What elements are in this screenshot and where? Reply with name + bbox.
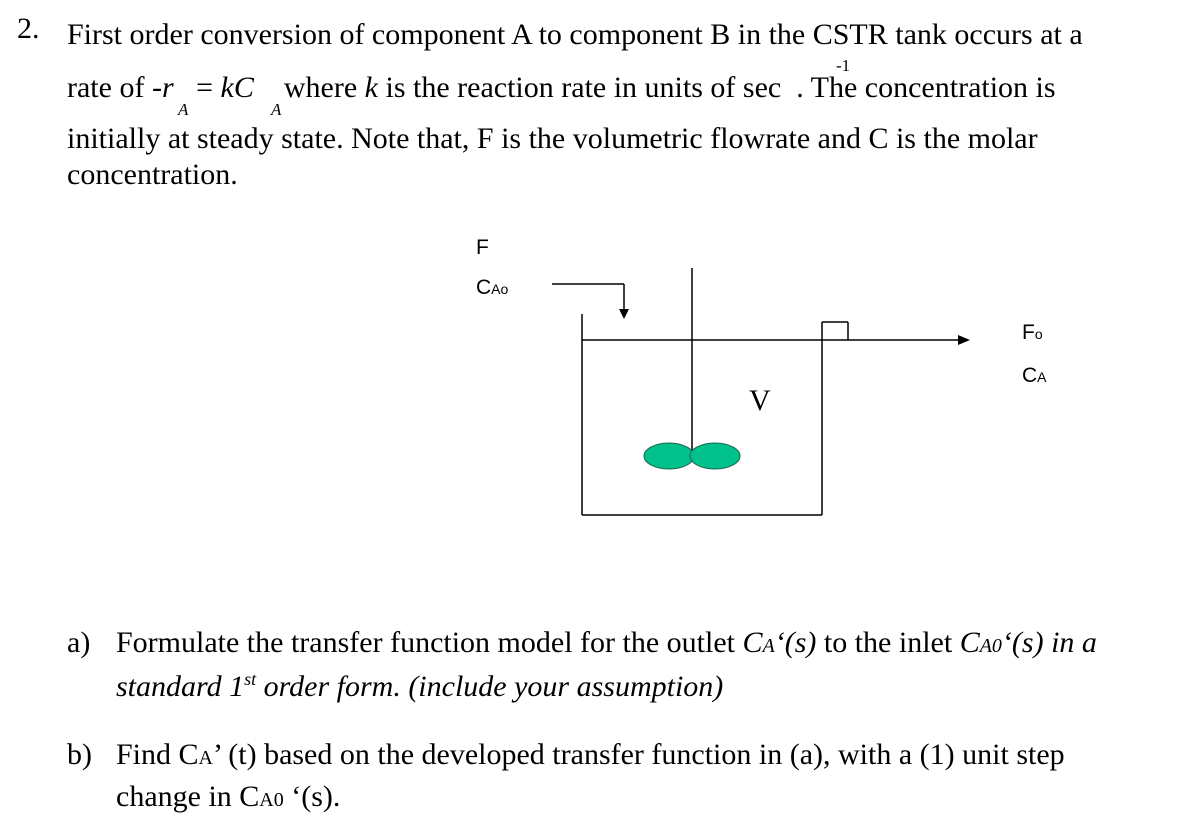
outlet-conc-label: CA (1022, 364, 1047, 387)
part-a-label: a) (67, 626, 91, 659)
part-a-line-2: standard 1st order form. (include your assumption) (116, 669, 724, 703)
inlet-flow-label: F (476, 236, 489, 259)
rate-symbol-r: r (161, 71, 174, 104)
volume-label: V (749, 384, 771, 417)
question-line-1: First order conversion of component A to component B in the CSTR tank occurs at a (67, 18, 1083, 51)
rate-prefix: rate of - (67, 71, 162, 104)
outlet-flow-label: Fo (1022, 321, 1043, 344)
question-line-3: initially at steady state. Note that, F is the volumetric flowrate and C is the molar (67, 122, 1038, 155)
impeller-blade-left (644, 443, 694, 469)
impeller-blade-right (690, 443, 740, 469)
subscript-A-kC: A (271, 100, 282, 119)
rate-units-text: is the reaction rate in units of sec (385, 71, 782, 104)
part-a-line-1: Formulate the transfer function model for the outlet CA‘(s) to the inlet CA0‘(s) in a (116, 626, 1097, 659)
inlet-arrowhead (619, 309, 629, 319)
outlet-arrowhead (958, 335, 970, 345)
subscript-A-r: A (178, 100, 189, 119)
question-line-4: concentration. (67, 158, 238, 191)
sentence-end: . The concentration is (796, 71, 1056, 104)
k-variable: k (364, 71, 378, 104)
sec-exponent: -1 (836, 56, 851, 75)
equals-sign: = (196, 71, 214, 104)
part-b-line-1: Find CA’ (t) based on the developed transfer function in (a), with a (1) unit step (116, 738, 1065, 771)
question-number: 2. (17, 12, 40, 45)
part-b-label: b) (67, 738, 92, 771)
rate-kC: kC (220, 71, 254, 104)
part-b-line-2: change in CA0 ‘(s). (116, 780, 341, 813)
inlet-conc-label: CAo (476, 276, 509, 299)
where-text: where (283, 71, 358, 104)
